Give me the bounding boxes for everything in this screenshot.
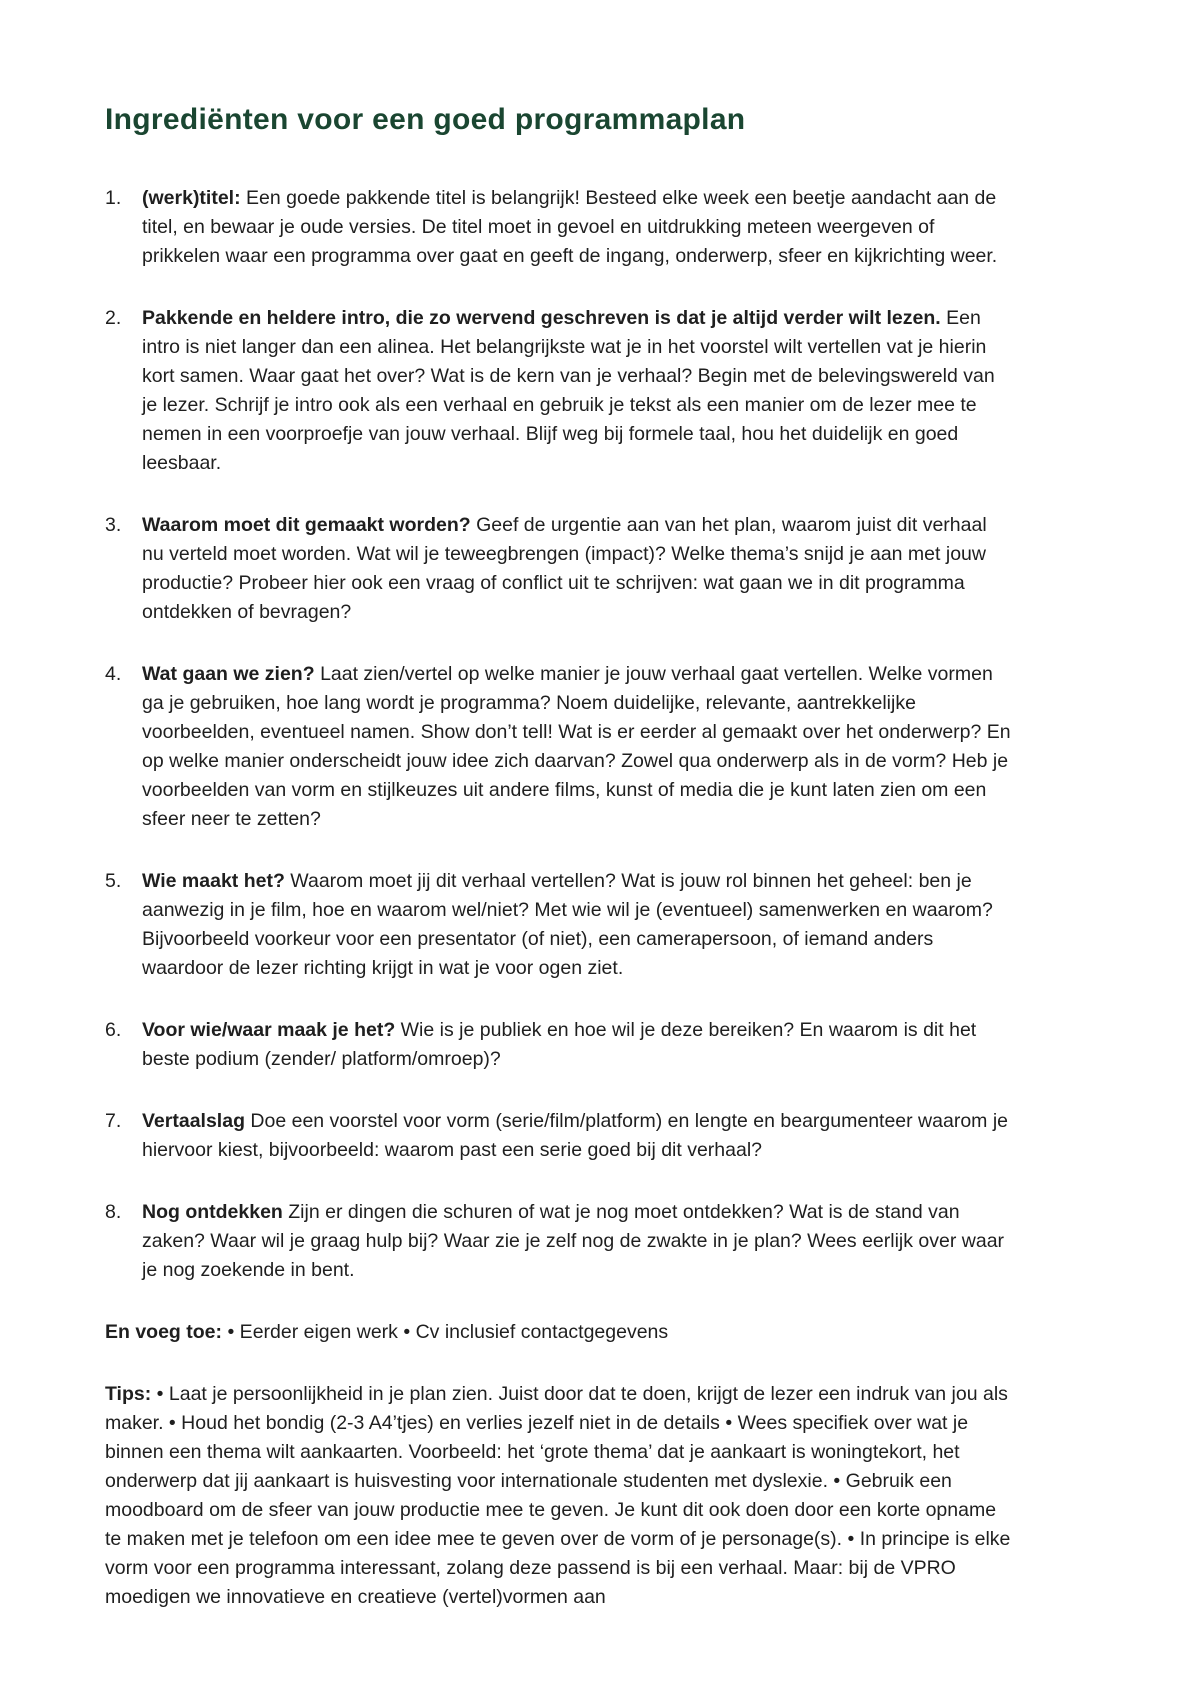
list-item-7 — [105, 1107, 1012, 1165]
tips-section-body: • Laat je persoonlijkheid in je plan zien. Juist door dat te doen, krijgt de lezer een indruk van jou als maker. • Houd het bondig (2-3 A4’tjes) en verlies jezelf niet in de details • Wees specifiek over wat je binnen een thema wilt aankaarten. Voorbeeld: het ‘grote thema’ dat je aankaart is woningtekort, het onderwerp dat jij aankaart is huisvesting voor internationale studenten met dyslexie. • Gebruik een moodboard om de sfeer van jouw productie mee te geven. Je kunt dit ook doen door een korte opname te maken met je telefoon om een idee mee te geven over de vorm of je personage(s). • In principe is elke vorm voor een programma interessant, zolang deze passend is bij een verhaal. Maar: bij de VPRO moedigen we innovatieve en creatieve (vertel)vormen aan — [105, 1383, 1011, 1608]
list-item-body: Een intro is niet langer dan een alinea. Het belangrijkste wat je in het voorstel wilt vertellen vat je hierin kort samen. Waar gaat het over? Wat is de kern van je verhaal? Begin met de belevingswereld van je lezer. Schrijf je intro ook als een verhaal en gebruik je tekst als een manier om de lezer mee te nemen in een voorproefje van jouw verhaal. Blijf weg bij formele taal, hou het duidelijk en goed leesbaar. — [142, 307, 995, 474]
list-item-body: Laat zien/vertel op welke manier je jouw verhaal gaat vertellen. Welke vormen ga je gebruiken, hoe lang wordt je programma? Noem duidelijke, relevante, aantrekkelijke voorbeelden, eventueel namen. Show don’t tell! Wat is er eerder al gemaakt over het onderwerp? En op welke manier onderscheidt jouw idee zich daarvan? Zowel qua onderwerp als in de vorm? Heb je voorbeelden van vorm en stijlkeuzes uit andere films, kunst of media die je kunt laten zien om een sfeer neer te zetten? — [142, 663, 1011, 830]
list-item-lead: (werk)titel: — [142, 187, 241, 209]
list-item-number: 1. — [105, 187, 122, 209]
list-item-lead: Wat gaan we zien? — [142, 663, 315, 685]
list-item-number: 8. — [105, 1201, 122, 1223]
list-item-body: Geef de urgentie aan van het plan, waarom juist dit verhaal nu verteld moet worden. Wat wil je teweegbrengen (impact)? Welke thema’s snijd je aan met jouw productie? Probeer hier ook een vraag of conflict uit te schrijven: wat gaan we in dit programma ontdekken of bevragen? — [142, 514, 987, 623]
add-section-body: • Eerder eigen werk • Cv inclusief contactgegevens — [227, 1321, 669, 1343]
list-item-number: 2. — [105, 307, 122, 329]
list-item-text — [142, 1107, 1012, 1165]
list-item-text — [142, 304, 1012, 478]
list-item-number: 4. — [105, 663, 122, 685]
list-item-lead: Vertaalslag — [142, 1110, 245, 1132]
list-item-lead: Nog ontdekken — [142, 1201, 283, 1223]
list-item-lead: Pakkende en heldere intro, die zo wervend geschreven is dat je altijd verder wilt lezen. — [142, 307, 941, 329]
list-item-text — [142, 660, 1012, 834]
list-item-text — [142, 867, 1012, 983]
list-item-text — [142, 511, 1012, 627]
tips-section — [105, 1380, 1012, 1612]
list-item-body: Wie is je publiek en hoe wil je deze bereiken? En waarom is dit het beste podium (zender/ platform/omroep)? — [142, 1019, 977, 1070]
list-item-lead: Waarom moet dit gemaakt worden? — [142, 514, 471, 536]
add-section-lead: En voeg toe: — [105, 1321, 223, 1343]
list-item-text — [142, 1016, 1012, 1074]
list-item-body: Een goede pakkende titel is belangrijk! Besteed elke week een beetje aandacht aan de titel, en bewaar je oude versies. De titel moet in gevoel en uitdrukking meteen weergeven of prikkelen waar een programma over gaat en geeft de ingang, onderwerp, sfeer en kijkrichting weer. — [142, 187, 998, 267]
add-section — [105, 1318, 1012, 1347]
list-item-text — [142, 1198, 1012, 1285]
list-item-number: 7. — [105, 1110, 122, 1132]
list-item-2 — [105, 304, 1012, 478]
tips-section-lead: Tips: — [105, 1383, 152, 1405]
list-item-1 — [105, 184, 1012, 271]
list-item-text — [142, 184, 1012, 271]
list-item-8 — [105, 1198, 1012, 1285]
list-item-lead: Voor wie/waar maak je het? — [142, 1019, 396, 1041]
list-item-5 — [105, 867, 1012, 983]
list-item-body: Zijn er dingen die schuren of wat je nog moet ontdekken? Wat is de stand van zaken? Waar wil je graag hulp bij? Waar zie je zelf nog de zwakte in je plan? Wees eerlijk over waar je nog zoekende in bent. — [142, 1201, 1005, 1281]
page-title: Ingrediënten voor een goed programmaplan — [105, 103, 746, 136]
list-item-4 — [105, 660, 1012, 834]
list-item-6 — [105, 1016, 1012, 1074]
list-item-3 — [105, 511, 1012, 627]
list-item-body: Doe een voorstel voor vorm (serie/film/platform) en lengte en beargumenteer waarom je hiervoor kiest, bijvoorbeeld: waarom past een serie goed bij dit verhaal? — [142, 1110, 1009, 1161]
list-item-body: Waarom moet jij dit verhaal vertellen? Wat is jouw rol binnen het geheel: ben je aanwezig in je film, hoe en waarom wel/niet? Met wie wil je (eventueel) samenwerken en waarom? Bijvoorbeeld voorkeur voor een presentator (of niet), een camerapersoon, of iemand anders waardoor de lezer richting krijgt in wat je voor ogen ziet. — [142, 870, 993, 979]
list-item-number: 3. — [105, 514, 122, 536]
list-item-lead: Wie maakt het? — [142, 870, 285, 892]
ingredient-list — [105, 184, 1012, 1285]
list-item-number: 6. — [105, 1019, 122, 1041]
list-item-number: 5. — [105, 870, 122, 892]
